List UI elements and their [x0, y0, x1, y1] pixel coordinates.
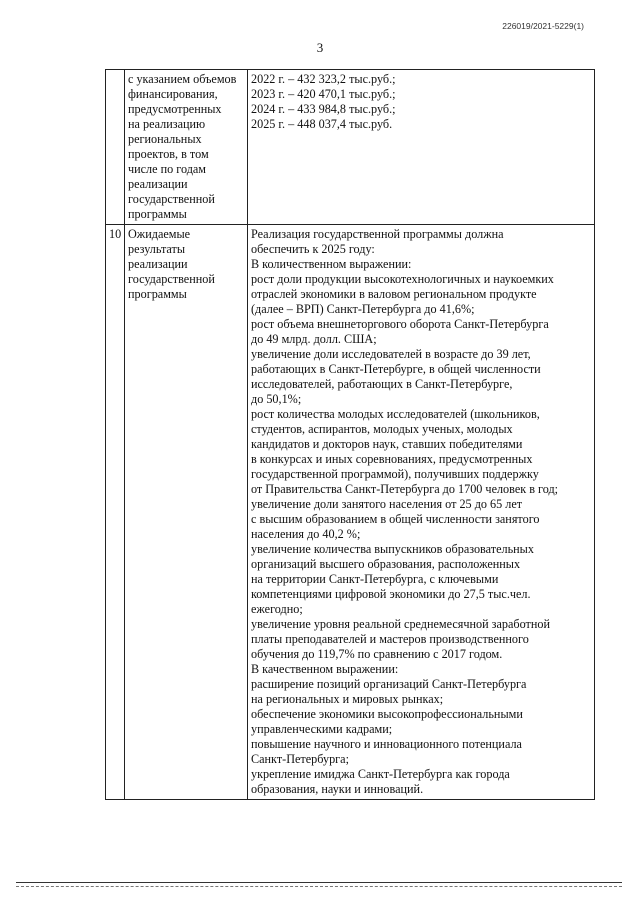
row-name-line: программы — [128, 287, 187, 301]
row-content-line: 2023 г. – 420 470,1 тыс.руб.; — [251, 87, 396, 101]
row-content-line: обеспечение экономики высокопрофессиональными — [251, 707, 523, 721]
row-name-line: на реализацию — [128, 117, 206, 131]
row-content-line: рост доли продукции высокотехнологичных и наукоемких — [251, 272, 554, 286]
row-name-line: проектов, в том — [128, 147, 209, 161]
page-number: 3 — [316, 40, 324, 55]
row-content-line: платы преподавателей и мастеров производственного — [251, 632, 529, 646]
row-content-line: населения до 40,2 %; — [251, 527, 361, 541]
row-content-line: государственной программой), получивших поддержку — [251, 467, 539, 481]
row-name-line: результаты — [128, 242, 186, 256]
row-content-line: кандидатов и докторов наук, ставших победителями — [251, 437, 523, 451]
row-content-line: увеличение доли исследователей в возрасте до 39 лет, — [251, 347, 531, 361]
row-name-line: с указанием объемов — [128, 72, 237, 86]
row-name-line: реализации — [128, 177, 188, 191]
row-content-line: ежегодно; — [251, 602, 303, 616]
row-content-line: (далее – ВРП) Санкт-Петербурга до 41,6%; — [251, 302, 475, 316]
scan-edge-line — [16, 882, 622, 883]
table-row — [106, 225, 595, 800]
document-id: 226019/2021-5229(1) — [502, 21, 584, 31]
row-content-line: увеличение уровня реальной среднемесячной заработной — [251, 617, 550, 631]
row-number: 10 — [106, 225, 125, 800]
row-number — [106, 70, 125, 225]
row-content-line: Санкт-Петербурга; — [251, 752, 349, 766]
row-content-line: В качественном выражении: — [251, 662, 399, 676]
row-content-line: организаций высшего образования, расположенных — [251, 557, 521, 571]
row-content-line: управленческими кадрами; — [251, 722, 393, 736]
row-content-line: до 50,1%; — [251, 392, 302, 406]
row-content-line: обучения до 119,7% по сравнению с 2017 годом. — [251, 647, 503, 661]
row-content-line: от Правительства Санкт-Петербурга до 1700 человек в год; — [251, 482, 559, 496]
row-content-line: 2025 г. – 448 037,4 тыс.руб. — [251, 117, 393, 131]
row-content-line: обеспечить к 2025 году: — [251, 242, 375, 256]
row-content-line: укрепление имиджа Санкт-Петербурга как города — [251, 767, 510, 781]
row-content-line: исследователей, работающих в Санкт-Петербурге, — [251, 377, 513, 391]
row-content-line: на региональных и мировых рынках; — [251, 692, 444, 706]
row-content-line: отраслей экономики в валовом региональном продукте — [251, 287, 537, 301]
row-name-line: программы — [128, 207, 187, 221]
row-content-line: в конкурсах и иных соревнованиях, предусмотренных — [251, 452, 533, 466]
row-content-line: работающих в Санкт-Петербурге, в общей численности — [251, 362, 541, 376]
row-name-line: финансирования, — [128, 87, 218, 101]
row-content-line: образования, науки и инноваций. — [251, 782, 424, 796]
row-name-line: реализации — [128, 257, 188, 271]
scan-edge-line-secondary — [16, 886, 622, 887]
row-content-line: Реализация государственной программы должна — [251, 227, 504, 241]
row-content-line: студентов, аспирантов, молодых ученых, молодых — [251, 422, 513, 436]
row-content-line: 2024 г. – 433 984,8 тыс.руб.; — [251, 102, 396, 116]
row-content-line: на территории Санкт-Петербурга, с ключевыми — [251, 572, 499, 586]
row-content-line: с высшим образованием в общей численности занятого — [251, 512, 540, 526]
row-name-line: государственной — [128, 192, 215, 206]
program-passport-table — [105, 69, 595, 800]
row-content-cell — [248, 225, 595, 800]
row-content-line: рост количества молодых исследователей (школьников, — [251, 407, 540, 421]
row-content-line: расширение позиций организаций Санкт-Петербурга — [251, 677, 527, 691]
row-content-line: до 49 млрд. долл. США; — [251, 332, 377, 346]
row-content-line: 2022 г. – 432 323,2 тыс.руб.; — [251, 72, 396, 86]
row-name-line: Ожидаемые — [128, 227, 191, 241]
row-content-line: компетенциями цифровой экономики до 27,5 тыс.чел. — [251, 587, 531, 601]
table-row — [106, 70, 595, 225]
row-name-cell — [125, 70, 248, 225]
row-content-line: увеличение доли занятого населения от 25 до 65 лет — [251, 497, 523, 511]
row-content-cell — [248, 70, 595, 225]
row-name-line: предусмотренных — [128, 102, 222, 116]
row-name-line: числе по годам — [128, 162, 207, 176]
row-name-line: региональных — [128, 132, 202, 146]
row-content-line: рост объема внешнеторгового оборота Санкт-Петербурга — [251, 317, 549, 331]
row-name-cell — [125, 225, 248, 800]
row-content-line: увеличение количества выпускников образовательных — [251, 542, 534, 556]
row-content-line: В количественном выражении: — [251, 257, 412, 271]
row-content-line: повышение научного и инновационного потенциала — [251, 737, 522, 751]
row-name-line: государственной — [128, 272, 215, 286]
